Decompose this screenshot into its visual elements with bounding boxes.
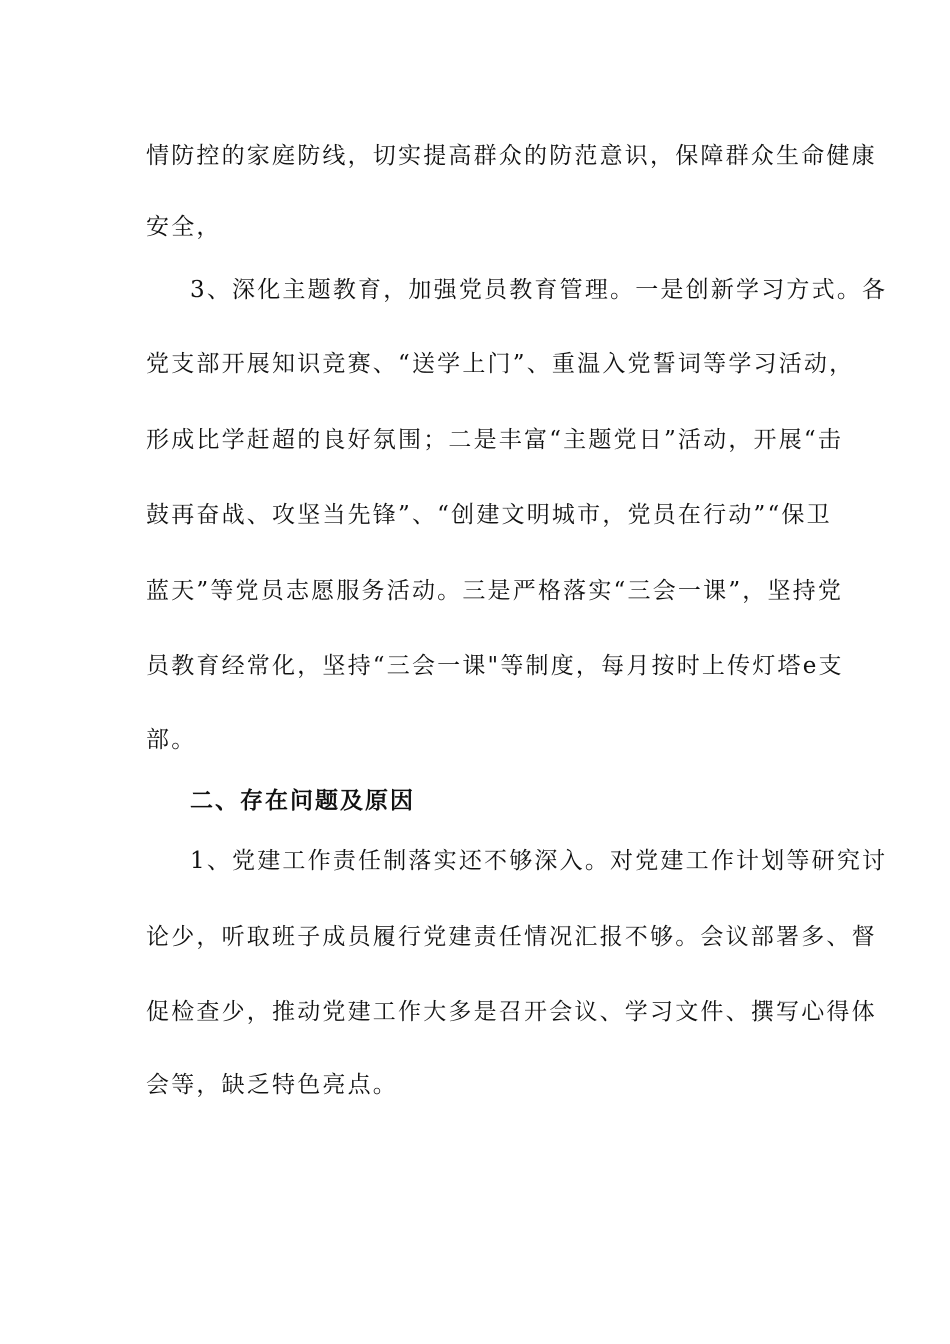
text-line: 促检查少，推动党建工作大多是召开会议、学习文件、撰写心得体	[146, 999, 877, 1025]
text-line: 会等，缺乏特色亮点。	[146, 1072, 398, 1098]
text-line: 党支部开展知识竞赛、“送学上门”、重温入党誓词等学习活动，	[146, 351, 855, 377]
text-line: 员教育经常化，坚持“三会一课"等制度，每月按时上传灯塔e支	[146, 653, 844, 679]
text-line: 安全，	[146, 214, 222, 240]
paragraph-start: 3、深化主题教育，加强党员教育管理。一是创新学习方式。各	[190, 277, 888, 303]
text-line: 蓝天”等党员志愿服务活动。三是严格落实“三会一课”，坚持党	[146, 578, 844, 604]
text-line: 形成比学赶超的良好氛围；二是丰富“主题党日”活动，开展“击	[146, 427, 844, 453]
text-line: 论少，听取班子成员履行党建责任情况汇报不够。会议部署多、督	[146, 924, 877, 950]
section-heading: 二、存在问题及原因	[190, 788, 415, 814]
text-line: 部。	[146, 727, 197, 753]
paragraph-start: 1、党建工作责任制落实还不够深入。对党建工作计划等研究讨	[190, 848, 888, 874]
text-line: 情防控的家庭防线，切实提高群众的防范意识，保障群众生命健康	[146, 143, 877, 169]
text-line: 鼓再奋战、攻坚当先锋”、“创建文明城市，党员在行动”“保卫	[146, 502, 832, 528]
